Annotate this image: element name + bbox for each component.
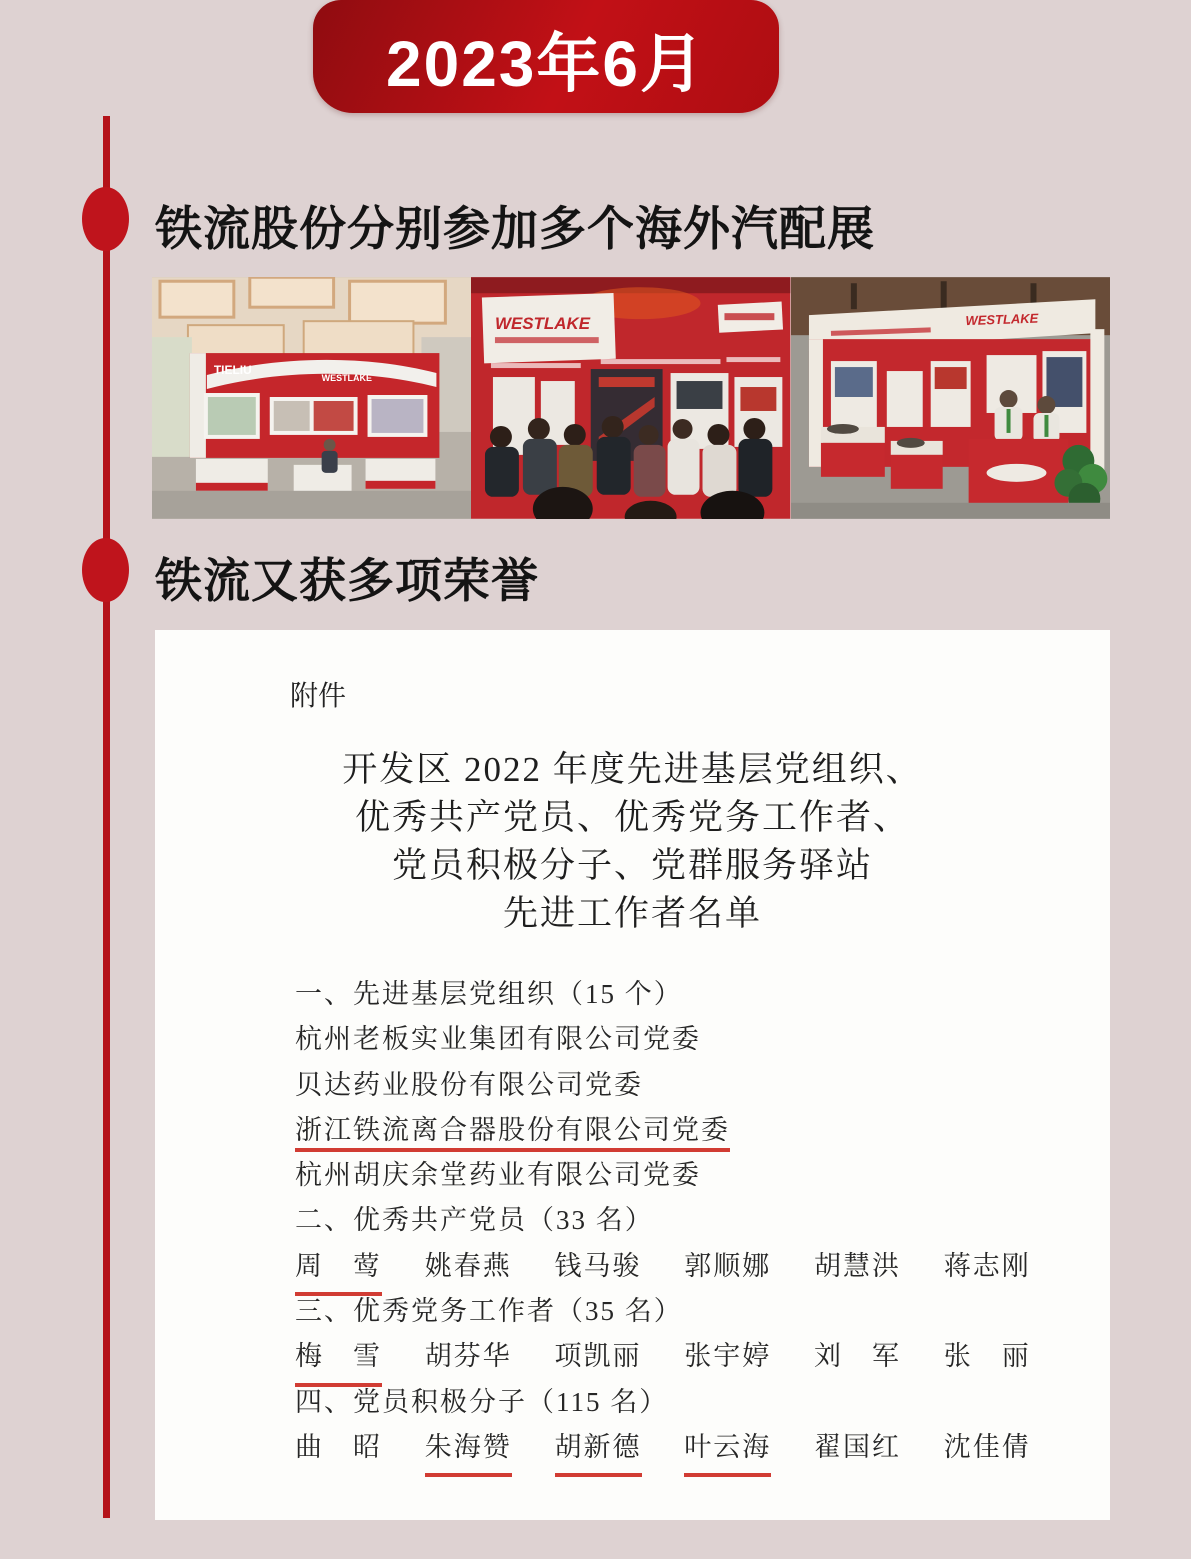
side-booth	[152, 337, 192, 457]
names-row	[295, 1425, 1070, 1470]
name: 钱马骏	[554, 1250, 642, 1281]
name: 沈佳倩	[943, 1431, 1031, 1462]
expo-booth-illustration-1	[152, 277, 471, 519]
timeline-dot-2	[82, 538, 129, 602]
timeline-line	[103, 116, 110, 1518]
expo-booth-photo-1	[152, 277, 471, 519]
name: 姚春燕	[424, 1250, 512, 1281]
month-banner-title: 2023年6月	[386, 27, 706, 100]
name: 刘 军	[814, 1341, 901, 1372]
expo-booth-photo-2	[471, 277, 790, 519]
posters	[204, 393, 428, 439]
list-section-3-heading: 三、优秀党务工作者（35 名）	[295, 1296, 683, 1327]
attachment-label: 附件	[290, 681, 347, 712]
highlighted-name: 胡新德	[555, 1425, 642, 1477]
name: 项凯丽	[554, 1341, 642, 1372]
expo-booth-illustration-2	[471, 277, 790, 519]
honors-document-scan	[155, 630, 1110, 1520]
list-section-2-heading: 二、优秀共产党员（33 名）	[295, 1205, 654, 1236]
name: 曲 昭	[295, 1431, 382, 1462]
list-item: 杭州老板实业集团有限公司党委	[295, 1024, 701, 1055]
names-row	[295, 1244, 1070, 1289]
document-title-line-3: 党员积极分子、党群服务驿站	[391, 846, 873, 885]
list-item-highlighted	[295, 1108, 1070, 1153]
document-title	[155, 746, 1110, 938]
highlighted-name: 叶云海	[684, 1425, 771, 1477]
highlighted-name: 梅 雪	[295, 1334, 382, 1386]
name: 张宇婷	[684, 1341, 772, 1372]
document-title-line-2: 优秀共产党员、优秀党务工作者、	[354, 798, 910, 837]
month-banner	[313, 0, 779, 113]
list-item: 杭州胡庆余堂药业有限公司党委	[295, 1160, 701, 1191]
list-section-1-heading: 一、先进基层党组织（15 个）	[295, 979, 683, 1009]
section-heading-overseas-expos: 铁流股份分别参加多个海外汽配展	[155, 202, 875, 255]
red-counter	[968, 439, 1068, 511]
floor	[791, 503, 1110, 519]
booth-sign-westlake: WESTLAKE	[964, 310, 1039, 329]
list-item: 贝达药业股份有限公司党委	[295, 1069, 643, 1100]
highlighted-name: 周 莺	[295, 1244, 382, 1296]
document-body	[295, 972, 1070, 1470]
name: 胡慧洪	[814, 1250, 901, 1281]
westlake-sign	[482, 293, 616, 363]
booth-sign-westlake: WESTLAKE	[321, 373, 372, 384]
booth-sign-westlake: WESTLAKE	[495, 314, 591, 334]
names-row	[295, 1334, 1070, 1379]
document-title-line-4: 先进工作者名单	[502, 894, 762, 933]
highlighted-name: 朱海赞	[425, 1425, 512, 1477]
expo-photo-strip	[152, 277, 1110, 519]
name: 郭顺娜	[684, 1250, 772, 1281]
document-title-line-1: 开发区 2022 年度先进基层党组织、	[342, 750, 923, 789]
expo-booth-photo-3	[791, 277, 1110, 519]
name: 张 丽	[943, 1341, 1031, 1372]
name: 胡芬华	[424, 1341, 512, 1372]
staff-figure	[322, 439, 338, 473]
highlighted-company-name: 浙江铁流离合器股份有限公司党委	[295, 1115, 730, 1152]
timeline-dot-1	[82, 187, 129, 251]
expo-booth-illustration-3	[791, 277, 1110, 519]
list-section-4-heading: 四、党员积极分子（115 名）	[295, 1386, 669, 1417]
floor	[152, 491, 471, 519]
booth-sign-tieliu: TIELIU	[213, 363, 252, 378]
name: 翟国红	[814, 1431, 901, 1462]
section-heading-honors: 铁流又获多项荣誉	[155, 554, 539, 607]
name: 蒋志刚	[943, 1250, 1031, 1281]
